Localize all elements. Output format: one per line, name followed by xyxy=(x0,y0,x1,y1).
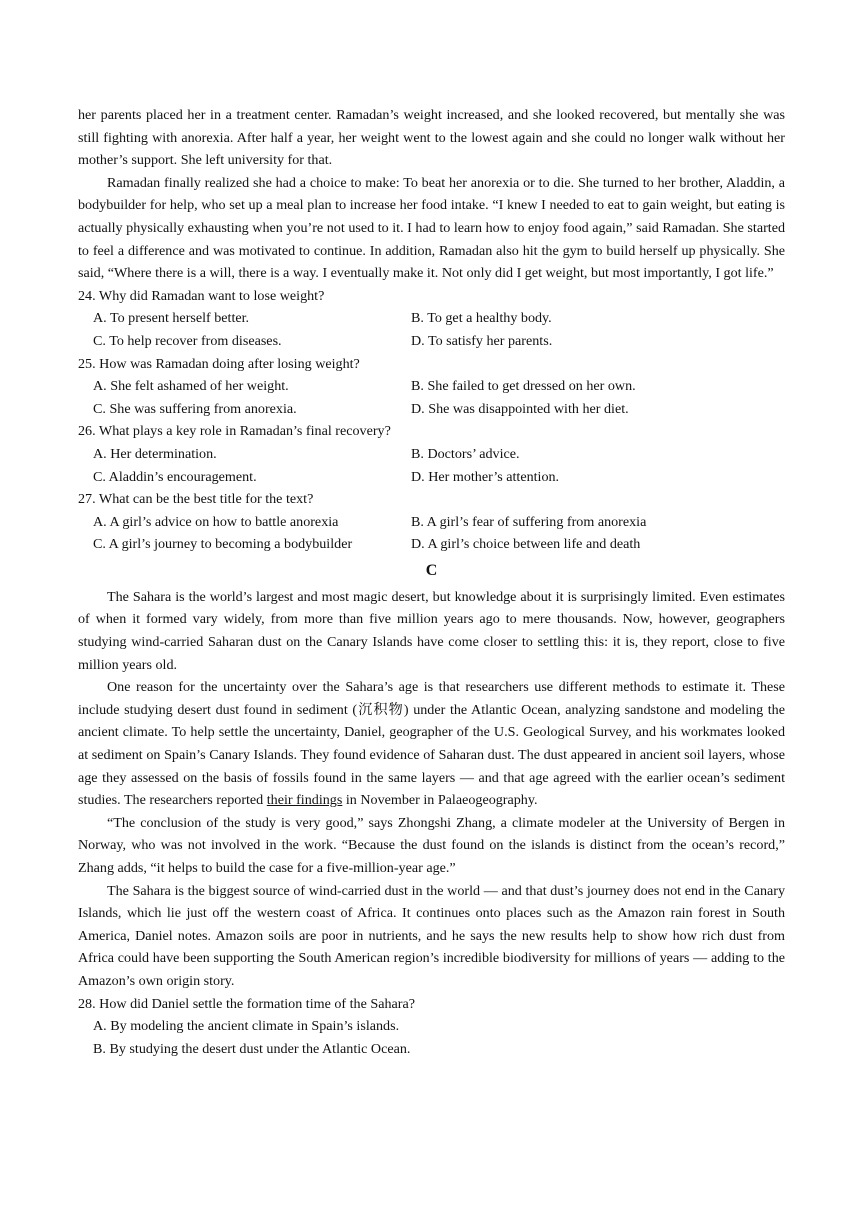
option-a: A. A girl’s advice on how to battle anorexia xyxy=(93,513,339,530)
question-28 xyxy=(78,993,785,1061)
option-d: D. Her mother’s attention. xyxy=(411,468,560,485)
option-c: C. A girl’s journey to becoming a bodybuilder xyxy=(93,536,353,553)
option-c: C. She was suffering from anorexia. xyxy=(93,400,297,417)
option-b: B. To get a healthy body. xyxy=(411,310,552,327)
option-a: A. She felt ashamed of her weight. xyxy=(93,378,289,395)
section-heading: C xyxy=(425,561,438,579)
question-27 xyxy=(78,488,785,556)
question-stem: 27. What can be the best title for the text? xyxy=(78,491,314,508)
question-stem: 28. How did Daniel settle the formation time of the Sahara? xyxy=(78,995,415,1012)
question-stem: 26. What plays a key role in Ramadan’s final recovery? xyxy=(78,423,391,440)
paragraph: The Sahara is the world’s largest and most magic desert, but knowledge about it is surprisingly limited. Even estimates of when it formed vary widely, from more than five million years ago to mere thousands. Now, however, geographers studying wind-carried Saharan dust on the Canary Islands have come closer to settling this: it is, they report, close to five million years old. xyxy=(78,588,785,673)
option-a: A. By modeling the ancient climate in Spain’s islands. xyxy=(93,1018,400,1035)
paragraph xyxy=(78,676,785,812)
question-26 xyxy=(78,420,785,488)
option-b: B. By studying the desert dust under the Atlantic Ocean. xyxy=(93,1040,411,1057)
paragraph: The Sahara is the biggest source of wind-carried dust in the world — and that dust’s journey does not end in the Canary Islands, which lie just off the western coast of Africa. It continues onto places such as the Amazon rain forest in South America, Daniel notes. Amazon soils are poor in nutrients, and he says the new results help to show how rich dust from Africa could have been supporting the South American region’s incredible biodiversity for millions of years — adding to the Amazon’s own origin story. xyxy=(78,882,785,989)
text-run: One reason for the uncertainty over the Sahara’s age is that researchers use different methods to estimate it. These include studying desert dust found in sediment (沉积物) under the Atlantic Ocean, analyzing sandstone and modeling the ancient climate. To help settle the uncertainty, Daniel, geographer of the U.S. Geological Survey, and his workmates looked at sediment on Spain’s Canary Islands. They found evidence of Saharan dust. The dust appeared in ancient soil layers, whose age they assessed on the basis of fossils found in the same layers — and that age agreed with the earlier ocean’s sediment studies. The researchers reported xyxy=(78,679,785,809)
option-b: B. Doctors’ advice. xyxy=(411,445,520,462)
underlined-phrase: their findings xyxy=(266,792,343,809)
paragraph: “The conclusion of the study is very good,” says Zhongshi Zhang, a climate modeler at the University of Bergen in Norway, who was not involved in the work. “Because the dust found on the islands is distinct from the ocean’s record,” Zhang adds, “it helps to build the case for a five-million-year age.” xyxy=(78,814,785,876)
question-24 xyxy=(78,285,785,353)
paragraph: Ramadan finally realized she had a choice to make: To beat her anorexia or to die. She turned to her brother, Aladdin, a bodybuilder for help, who set up a meal plan to increase her food intake. “I knew I needed to eat to gain weight, but eating is actually physically exhausting when you’re not used to it. I had to learn how to enjoy food again,” said Ramadan. She started to feel a difference and was motivated to continue. In addition, Ramadan also hit the gym to build herself up physically. She said, “Where there is a will, there is a way. I eventually make it. Not only did I get weight, but most importantly, I got life.” xyxy=(78,174,785,282)
question-stem: 24. Why did Ramadan want to lose weight? xyxy=(78,287,325,304)
paragraph: her parents placed her in a treatment center. Ramadan’s weight increased, and she looked recovered, but mentally she was still fighting with anorexia. After half a year, her weight went to the lowest again and she could no longer walk without her mother’s support. She left university for that. xyxy=(78,107,785,169)
option-c: C. Aladdin’s encouragement. xyxy=(93,468,257,485)
option-c: C. To help recover from diseases. xyxy=(93,332,282,349)
option-d: D. To satisfy her parents. xyxy=(411,332,553,349)
text-run: in November in Palaeogeography. xyxy=(342,792,538,809)
option-b: B. A girl’s fear of suffering from anorexia xyxy=(411,513,647,530)
exam-page xyxy=(78,104,785,1060)
option-d: D. She was disappointed with her diet. xyxy=(411,400,629,417)
option-a: A. Her determination. xyxy=(93,445,217,462)
option-b: B. She failed to get dressed on her own. xyxy=(411,378,636,395)
option-a: A. To present herself better. xyxy=(93,310,250,327)
option-d: D. A girl’s choice between life and death xyxy=(411,536,641,553)
question-stem: 25. How was Ramadan doing after losing weight? xyxy=(78,355,360,372)
question-25 xyxy=(78,353,785,421)
